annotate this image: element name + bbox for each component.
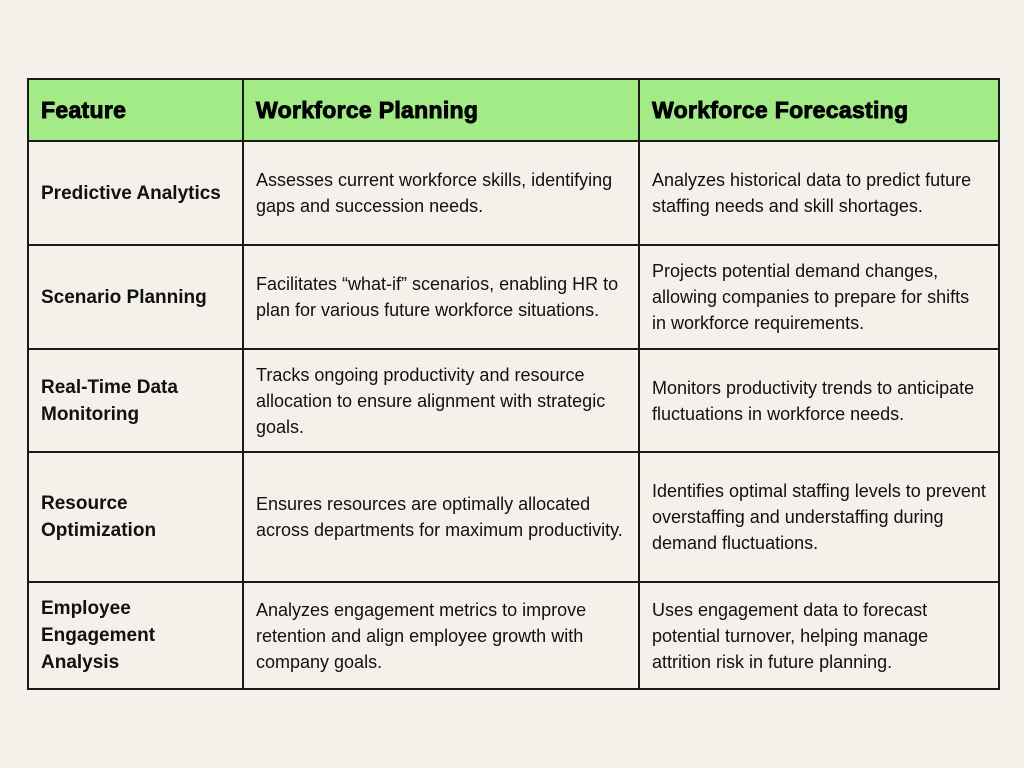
table-row: [28, 349, 999, 452]
table-row: [28, 141, 999, 245]
planning-cell: Ensures resources are optimally allocated across departments for maximum productivity.: [243, 452, 639, 582]
feature-cell: Scenario Planning: [28, 245, 243, 349]
planning-cell: Tracks ongoing productivity and resource allocation to ensure alignment with strategic goals.: [243, 349, 639, 452]
forecasting-cell: Analyzes historical data to predict future staffing needs and skill shortages.: [639, 141, 999, 245]
feature-cell: Employee Engagement Analysis: [28, 582, 243, 689]
feature-cell: Real-Time Data Monitoring: [28, 349, 243, 452]
table-row: [28, 452, 999, 582]
table-row: [28, 245, 999, 349]
planning-cell: Assesses current workforce skills, identifying gaps and succession needs.: [243, 141, 639, 245]
planning-cell: Analyzes engagement metrics to improve retention and align employee growth with company goals.: [243, 582, 639, 689]
forecasting-cell: Monitors productivity trends to anticipate fluctuations in workforce needs.: [639, 349, 999, 452]
comparison-table: [27, 78, 1000, 690]
forecasting-cell: Identifies optimal staffing levels to prevent overstaffing and understaffing during demand fluctuations.: [639, 452, 999, 582]
header-row: [28, 79, 999, 141]
table-row: [28, 582, 999, 689]
feature-cell: Resource Optimization: [28, 452, 243, 582]
header-workforce-forecasting: Workforce Forecasting: [639, 79, 999, 141]
header-feature: Feature: [28, 79, 243, 141]
feature-cell: Predictive Analytics: [28, 141, 243, 245]
header-workforce-planning: Workforce Planning: [243, 79, 639, 141]
forecasting-cell: Uses engagement data to forecast potential turnover, helping manage attrition risk in future planning.: [639, 582, 999, 689]
planning-cell: Facilitates “what-if” scenarios, enabling HR to plan for various future workforce situations.: [243, 245, 639, 349]
forecasting-cell: Projects potential demand changes, allowing companies to prepare for shifts in workforce requirements.: [639, 245, 999, 349]
